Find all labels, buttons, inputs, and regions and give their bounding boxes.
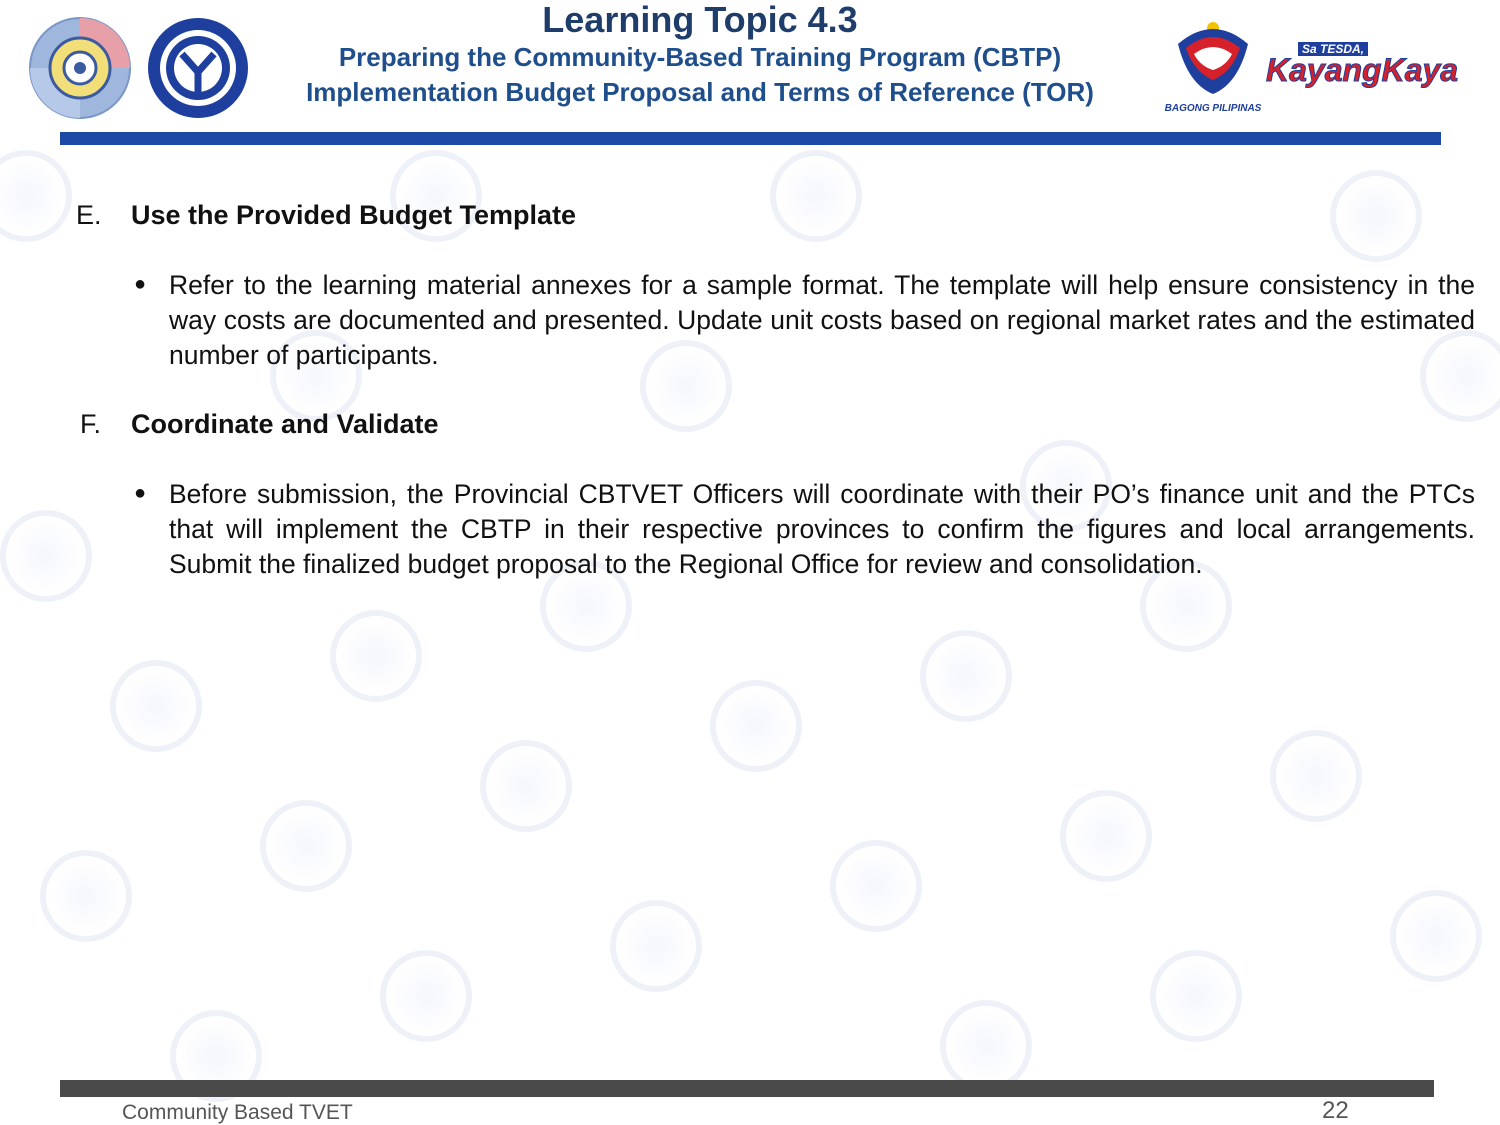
kayang-kaya-top-label: Sa TESDA,	[1298, 42, 1368, 56]
kayang-kaya-main-label: KayangKaya	[1266, 52, 1459, 88]
subtitle-line-1: Preparing the Community-Based Training Program (CBTP)	[338, 42, 1062, 72]
section-f-heading: Coordinate and Validate	[131, 409, 439, 439]
section-f-paragraph: Before submission, the Provincial CBTVET Officers will coordinate with their PO’s finance unit and the PTCs that will implement the CBTP in their respective provinces to confirm the figures and local arrangements. Submit the finalized budget proposal to the Regional Office for review and consolidation.	[169, 479, 1475, 579]
section-e-letter: E.	[76, 200, 102, 230]
footer-label: Community Based TVET	[122, 1101, 353, 1124]
footer-bar	[60, 1080, 1434, 1097]
section-f-bullet: ●	[134, 482, 147, 504]
section-e-heading: Use the Provided Budget Template	[131, 200, 577, 230]
bagong-pilipinas-label: BAGONG PILIPINAS	[1164, 103, 1262, 114]
page-number: 22	[1322, 1097, 1349, 1124]
section-e-paragraph: Refer to the learning material annexes for a sample format. The template will help ensure consistency in the way costs are documented and presented. Update unit costs based on regional market rates and the estimated number of participants.	[169, 270, 1475, 370]
page-title: Learning Topic 4.3	[542, 0, 858, 40]
subtitle-line-2: Implementation Budget Proposal and Terms of Reference (TOR)	[306, 77, 1094, 107]
section-e-bullet: ●	[134, 273, 147, 295]
section-f-letter: F.	[80, 409, 102, 439]
